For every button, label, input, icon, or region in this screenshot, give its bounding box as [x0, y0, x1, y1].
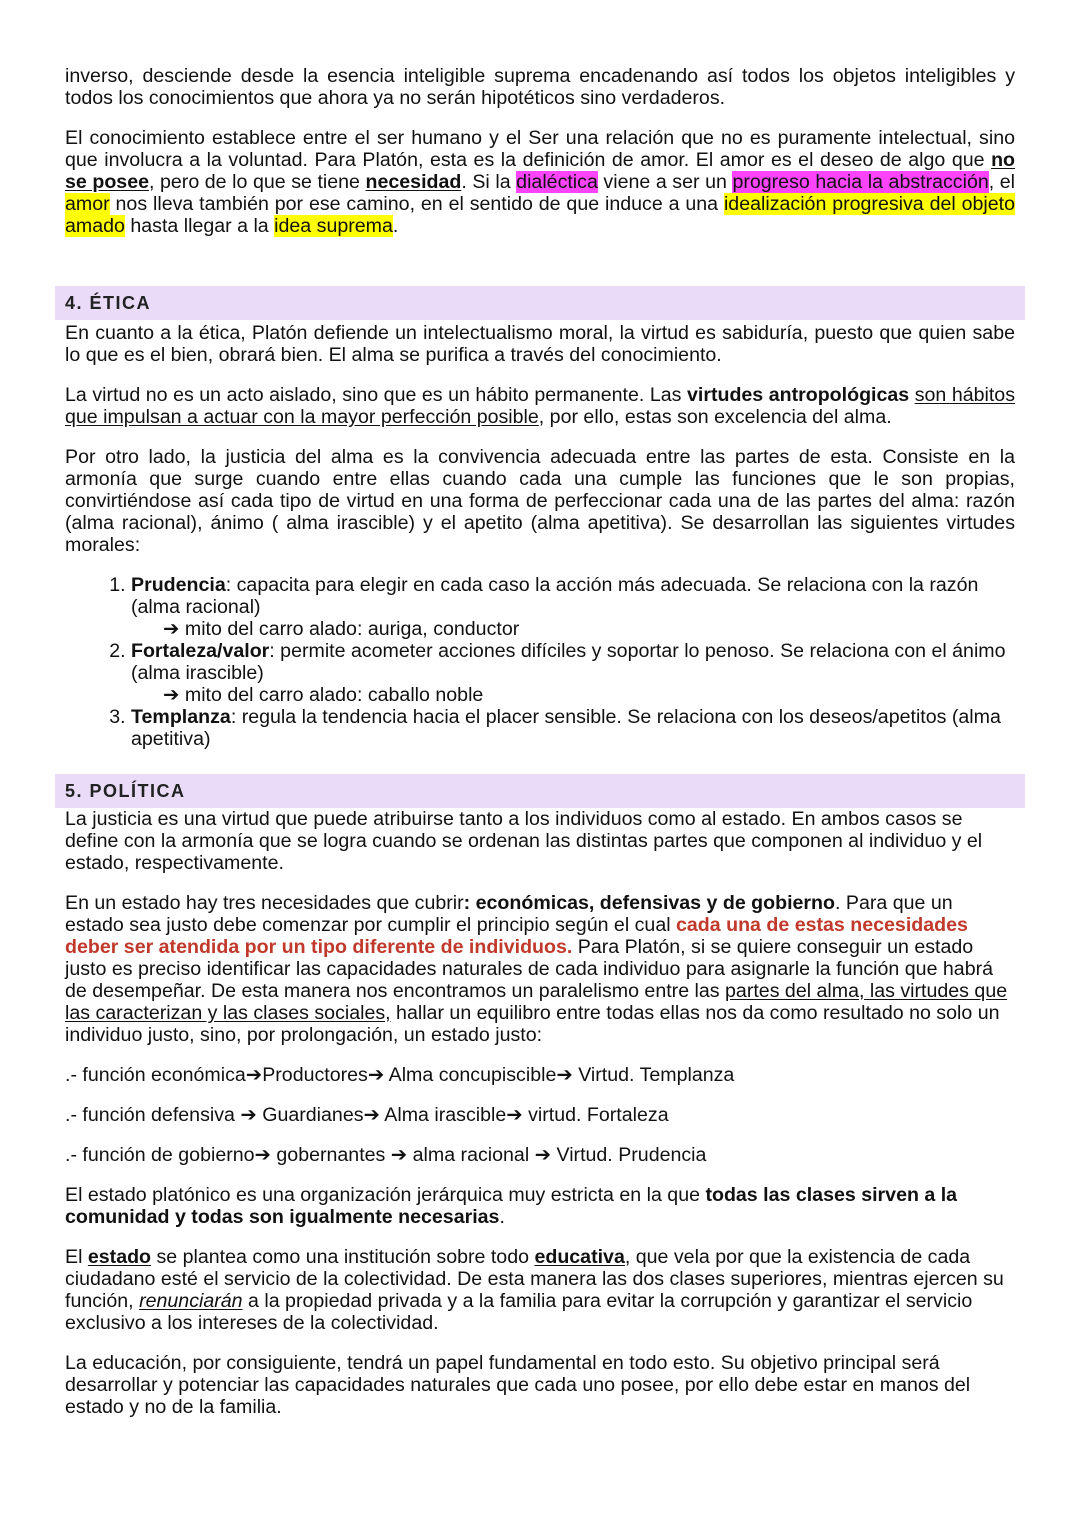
- paragraph-amor: El conocimiento establece entre el ser humano y el Ser una relación que no es puramente intelectual, sino que involucra a la voluntad. Para Platón, esta es la definición de amor. El amor es el deseo de algo que no se posee, pero de lo que se tiene necesidad. Si la dialéctica viene a ser un progreso hacia la abstracción, el amor nos lleva también por ese camino, en el sentido de que induce a una idealización progresiva del objeto amado hasta llegar a la idea suprema.: [65, 127, 1016, 237]
- virtues-list: [65, 574, 1015, 750]
- paragraph-politica-intro: La justicia es una virtud que puede atribuirse tanto a los individuos como al estado. En ambos casos se define con la armonía que se logra cuando se ordenan las distintas partes que componen al individuo y el estado, respectivamente.: [65, 808, 983, 874]
- function-economica: .- función económica➔Productores➔ Alma concupiscible➔ Virtud. Templanza: [65, 1064, 735, 1086]
- paragraph-continuation: inverso, desciende desde la esencia inteligible suprema encadenando así todos los objetos inteligibles y todos los conocimientos que ahora ya no serán hipotéticos sino verdaderos.: [65, 65, 1015, 109]
- emphasis-clases: todas las clases sirven a la comunidad y todas son igualmente necesarias: [65, 1184, 958, 1228]
- paragraph-etica-intro: En cuanto a la ética, Platón defiende un intelectualismo moral, la virtud es sabiduría, puesto que quien sabe lo que es el bien, obrará bien. El alma se purifica a través del conocimiento.: [65, 322, 1015, 366]
- underline-habitos: son hábitos que impulsan a actuar con la mayor perfección posible: [65, 384, 1015, 428]
- emphasis-red-principio: cada una de estas necesidades deber ser atendida por un tipo diferente de individuos.: [65, 914, 968, 958]
- paragraph-necesidades: En un estado hay tres necesidades que cubrir: económicas, defensivas y de gobierno. Para que un estado sea justo debe comenzar por cumplir el principio según el cual cada una de estas necesidades deber ser atendida por un tipo diferente de individuos. Para Platón, si se quiere conseguir un estado justo es preciso identificar las capacidades naturales de cada individuo para asignarle la función que habrá de desempeñar. De esta manera nos encontramos un paralelismo entre las partes del alma, las virtudes que las caracterizan y las clases sociales, hallar un equilibro entre todas ellas nos da como resultado no solo un individuo justo, sino, por prolongación, un estado justo:: [65, 892, 1008, 1046]
- document-page: [65, 65, 1015, 1418]
- paragraph-jerarquica: El estado platónico es una organización jerárquica muy estricta en la que todas las clases sirven a la comunidad y todas son igualmente necesarias.: [65, 1184, 958, 1228]
- sub-item-auriga: ➔ mito del carro alado: auriga, conductor: [163, 617, 520, 640]
- underline-paralelismo: partes del alma, las virtudes que las caracterizan y las clases sociales,: [65, 980, 1008, 1024]
- list-item-fortaleza: 2. Fortaleza/valor: permite acometer acciones difíciles y soportar lo penoso. Se relaciona con el ánimo (alma irascible) ➔ mito del carro alado: caballo noble: [131, 640, 1015, 706]
- highlight-amor: amor: [65, 193, 110, 215]
- highlight-dialectica: dialéctica: [516, 171, 598, 193]
- section-heading-politica: 5. POLÍTICA: [55, 774, 1025, 808]
- paragraph-virtud-habito: La virtud no es un acto aislado, sino que es un hábito permanente. Las virtudes antropológicas son hábitos que impulsan a actuar con la mayor perfección posible, por ello, estas son excelencia del alma.: [65, 384, 1015, 428]
- list-item-prudencia: 1. Prudencia: capacita para elegir en cada caso la acción más adecuada. Se relaciona con la razón (alma racional) ➔ mito del carro alado: auriga, conductor: [131, 574, 1015, 640]
- paragraph-estado-educativa: El estado se plantea como una institución sobre todo educativa, que vela por que la existencia de cada ciudadano esté el servicio de la colectividad. De esta manera las dos clases superiores, mientras ejercen su función, renunciarán a la propiedad privada y a la familia para evitar la corrupción y garantizar el servicio exclusivo a los intereses de la colectividad.: [65, 1246, 1004, 1334]
- paragraph-justicia-alma: Por otro lado, la justicia del alma es la convivencia adecuada entre las partes de esta. Consiste en la armonía que surge cuando entre ellas cuando cada una cumple las funciones que le son propias, convirtiéndose así cada tipo de virtud en una forma de perfeccionar cada una de las partes del alma: razón (alma racional), ánimo ( alma irascible) y el apetito (alma apetitiva). Se desarrollan las siguientes virtudes morales:: [65, 446, 1015, 556]
- arrow-icon: ➔: [163, 617, 180, 640]
- highlight-idea-suprema: idea suprema: [274, 215, 393, 237]
- section-heading-etica: 4. ÉTICA: [55, 286, 1025, 320]
- highlight-progreso: progreso hacia la abstracción: [732, 171, 989, 193]
- highlight-idealizacion: idealización progresiva del objeto amado: [65, 193, 1015, 237]
- function-gobierno: .- función de gobierno➔ gobernantes ➔ alma racional ➔ Virtud. Prudencia: [65, 1144, 707, 1166]
- paragraph-educacion: La educación, por consiguiente, tendrá un papel fundamental en todo esto. Su objetivo principal será desarrollar y potenciar las capacidades naturales que cada uno posee, por ello debe estar en manos del estado y no de la familia.: [65, 1352, 971, 1418]
- emphasis-educativa: educativa: [534, 1246, 625, 1268]
- emphasis-virtudes-antropologicas: virtudes antropológicas: [686, 384, 910, 406]
- emphasis-renunciaran: renunciarán: [139, 1290, 243, 1312]
- emphasis-necesidades: : económicas, defensivas y de gobierno: [463, 892, 835, 914]
- list-item-templanza: 3. Templanza: regula la tendencia hacia el placer sensible. Se relaciona con los deseos/apetitos (alma apetitiva): [131, 706, 1015, 750]
- emphasis-estado: estado: [87, 1246, 152, 1268]
- arrow-icon: ➔: [163, 683, 180, 706]
- emphasis-necesidad: necesidad: [365, 171, 462, 193]
- function-defensiva: .- función defensiva ➔ Guardianes➔ Alma irascible➔ virtud. Fortaleza: [65, 1104, 669, 1126]
- sub-item-caballo: ➔ mito del carro alado: caballo noble: [163, 683, 484, 706]
- emphasis-no-se-posee: no se posee: [65, 149, 1015, 193]
